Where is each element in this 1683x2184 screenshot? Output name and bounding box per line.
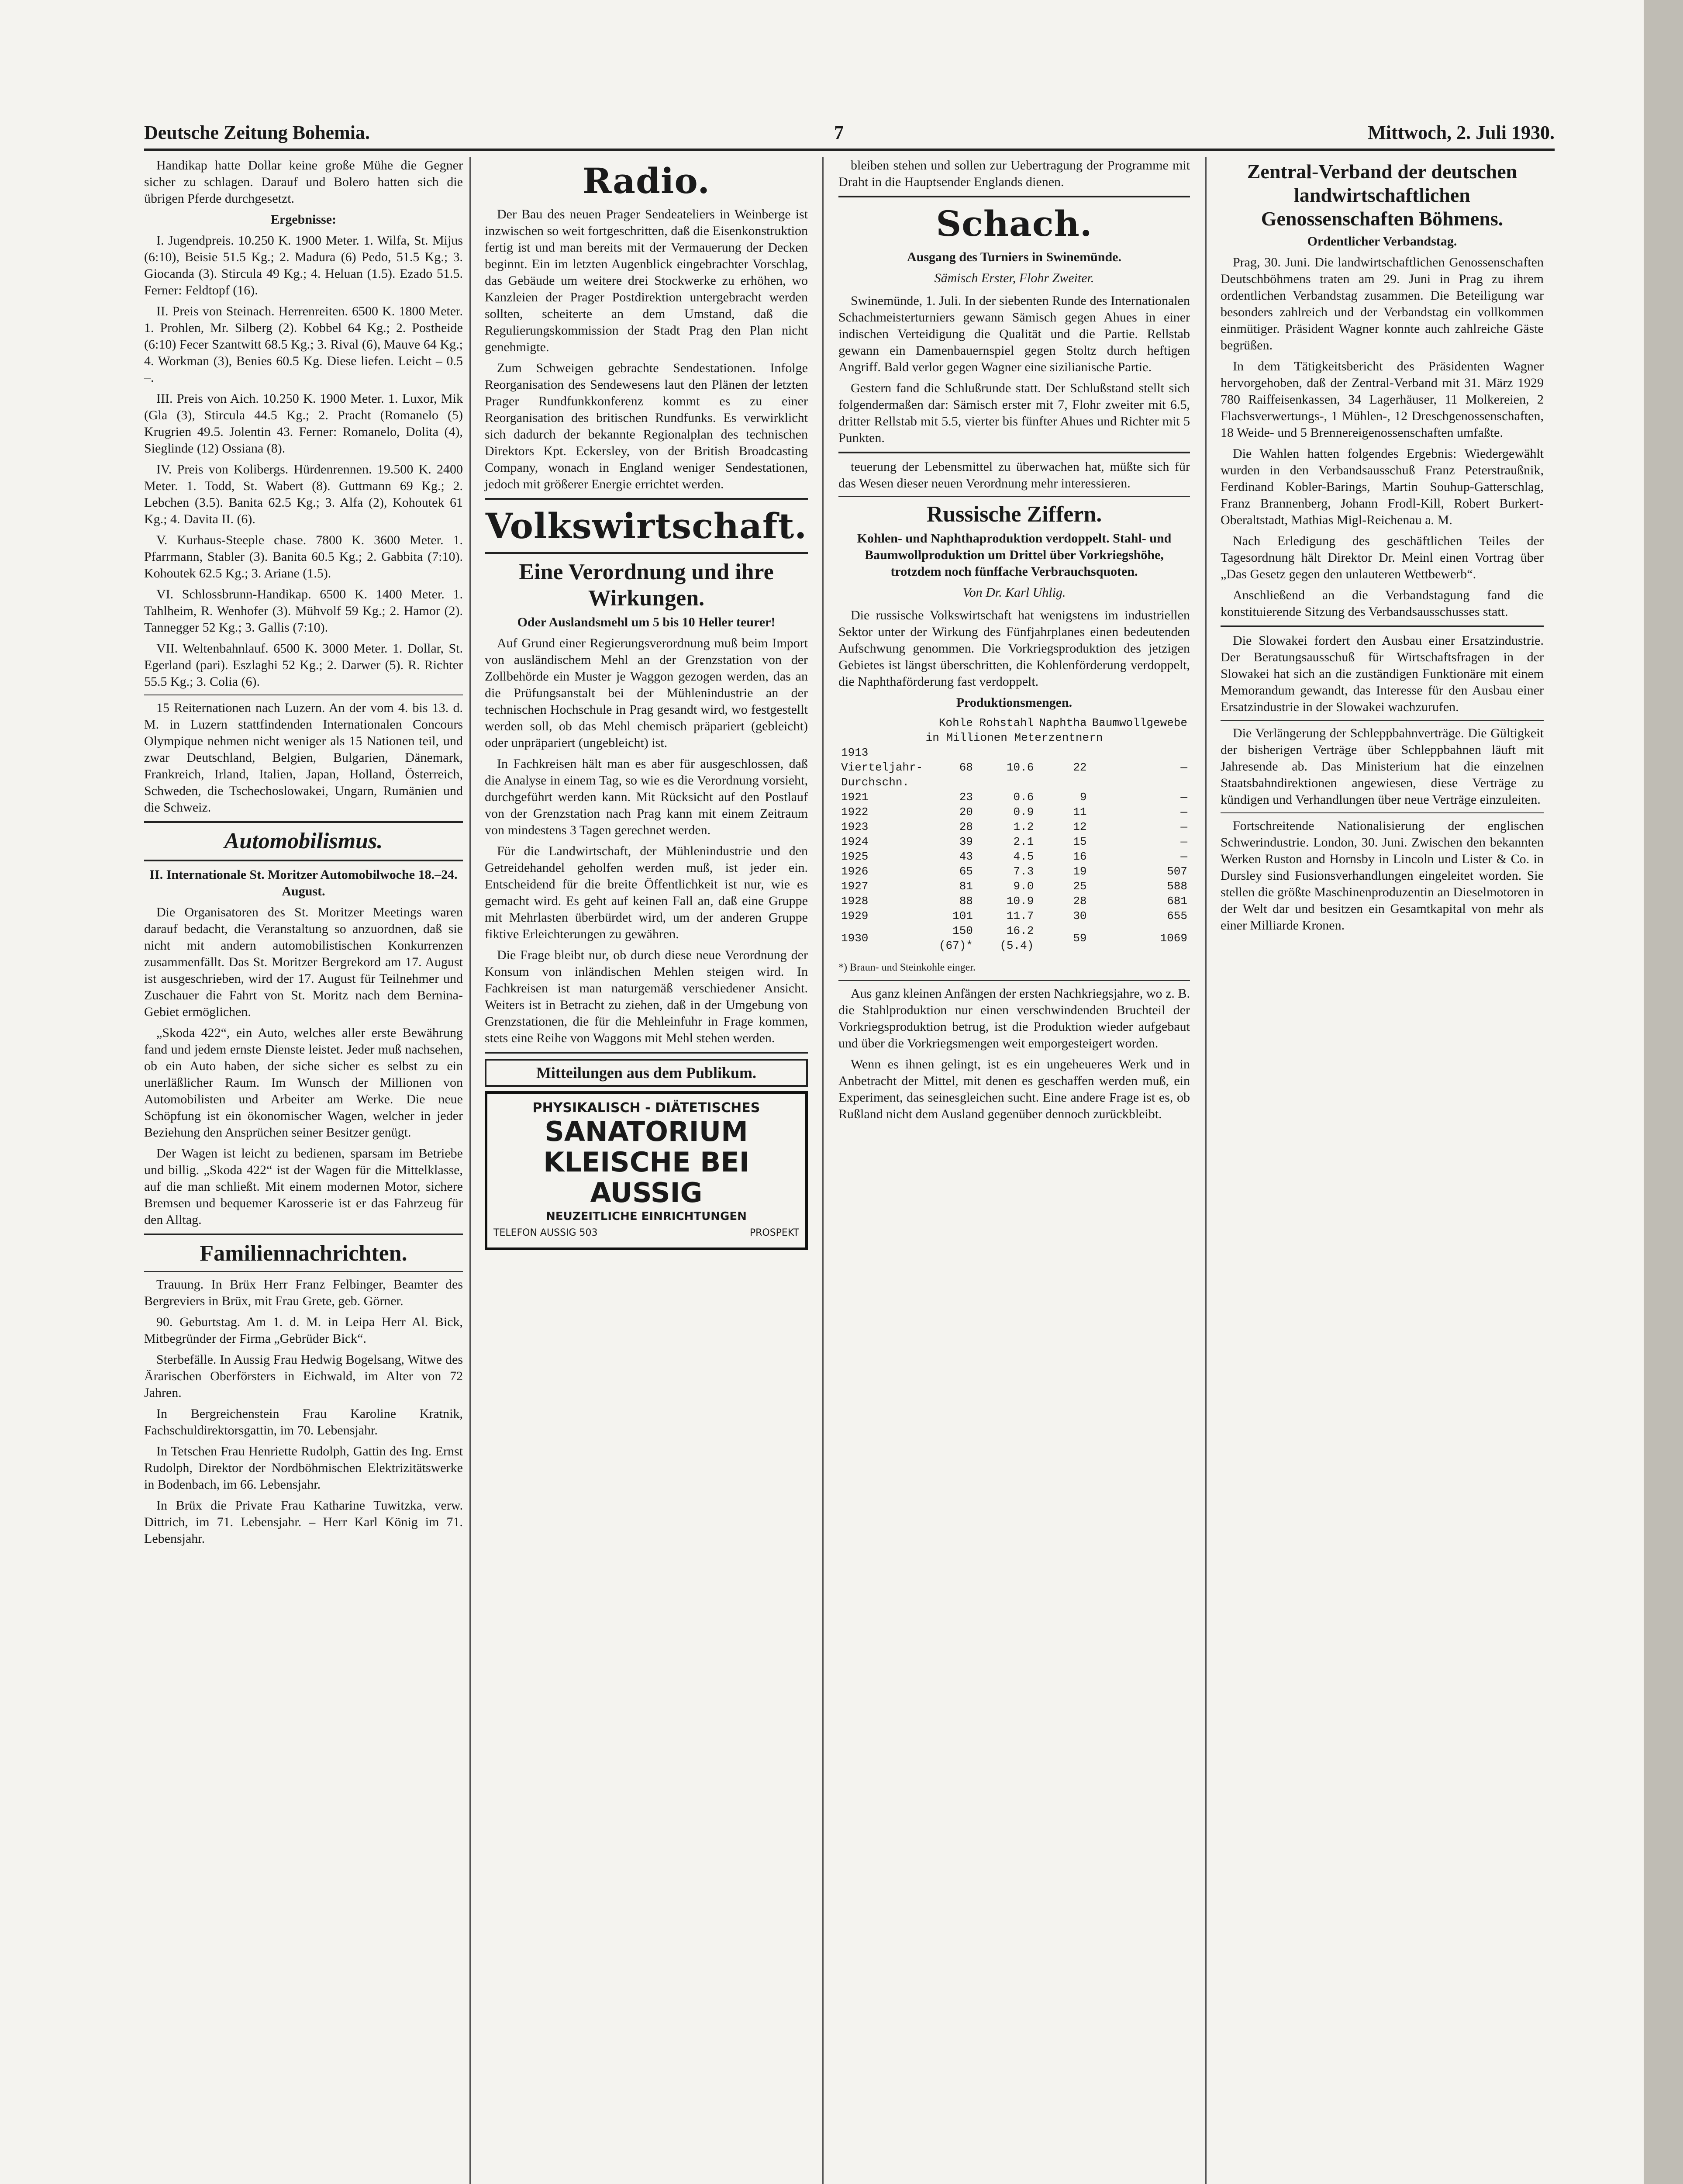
ad-location: KLEISCHE BEI AUSSIG — [543, 1146, 749, 1209]
table-cell: 1928 — [841, 895, 869, 908]
table-cell: 1925 — [841, 850, 869, 863]
article-paragraph: Wenn es ihnen gelingt, ist es ein ungeheueres Werk und in Anbetracht der Mittel, mit denen es geschaffen werden muß, ein Experiment, das seinesgleichen sucht. Eine andere Frage ist es, ob Rußland nicht dem Ausland gegenüber dennoch zurückbleibt. — [838, 1057, 1190, 1121]
table-cell: 81 — [959, 880, 973, 893]
article-paragraph: Die Frage bleibt nur, ob durch diese neue Verordnung der Konsum von inländischen Mehlen steigen wird. In Fachkreisen ist man naturgemäß verschiedener Ansicht. Weiters ist in Betracht zu ziehen, daß in der Umgebung von Grenzstationen, die für die Mehleinfuhr in Frage kommen, stets eine Reihe von Waggons mit Mehl stehen werden. — [485, 948, 808, 1045]
table-cell: — — [1180, 805, 1187, 819]
divider — [838, 496, 1190, 497]
table-cell: 4.5 — [1013, 850, 1034, 863]
race-result: V. Kurhaus-Steeple chase. 7800 K. 3600 Meter. 1. Pfarrmann, Stabler (3). Banita 60.5 Kg.; 2. Gabbita (7:10). Kohoutek 62.5 Kg.; 3. Ariane (1.5). — [144, 533, 463, 581]
table-row — [838, 745, 1190, 790]
article-paragraph: Swinemünde, 1. Juli. In der siebenten Runde des Internationalen Schachmeisterturniers gewann Sämisch gegen Ahues in einer indischen Verteidigung die Qualität und die Partie. Rellstab gewann ein Damenbauernspiel gegen Stoltz durch heftigen Angriff. Bald verlor gegen Wagner eine sizilianische Partie. — [838, 294, 1190, 374]
article-paragraph: Der Wagen ist leicht zu bedienen, sparsam im Betriebe und billig. „Skoda 422“ ist der Wagen für die Mittelklasse, auf die man schließt. Mit einem modernen Motor, sichere Bremsen und bequemer Karosserie ist er das Fahrzeug für den Alltag. — [144, 1146, 463, 1227]
results-heading: Ergebnisse: — [271, 212, 336, 227]
column-2 — [485, 157, 808, 1254]
table-cell: 1926 — [841, 865, 869, 878]
table-row — [838, 834, 1190, 849]
ad-line: PHYSIKALISCH - DIÄTETISCHES — [532, 1100, 760, 1116]
article-headline: Russische Ziffern. — [926, 502, 1102, 527]
table-cell: 1922 — [841, 805, 869, 819]
table-cell: 655 — [1167, 909, 1187, 923]
column-rule — [822, 157, 824, 2184]
ad-line: NEUZEITLICHE EINRICHTUNGEN — [546, 1210, 747, 1223]
table-cell: 1913 Vierteljahr-Durchschn. — [841, 746, 923, 789]
ad-phone: TELEFON AUSSIG 503 — [493, 1227, 598, 1238]
table-row — [838, 790, 1190, 805]
column-3 — [838, 157, 1190, 1127]
scan-edge — [1644, 0, 1683, 2184]
news-item: Die Verlängerung der Schleppbahnverträge. Die Gültigkeit der bisherigen Verträge über Schleppbahnen läuft mit Jahresende ab. Das Ministerium hat die einzelnen Staatsbahndirektionen angewiesen, diese Verträge zu kündigen und Verhandlungen über neue Verträge einzuleiten. — [1221, 726, 1544, 807]
table-header — [838, 715, 934, 730]
table-cell: 9 — [1079, 791, 1087, 804]
table-cell: 10.6 — [1006, 761, 1034, 774]
family-notice: In Brüx die Private Frau Katharine Tuwitzka, verw. Dittrich, im 71. Lebensjahr. – Herr Karl König im 71. Lebensjahr. — [144, 1498, 463, 1546]
race-result: II. Preis von Steinach. Herrenreiten. 6500 K. 1800 Meter. 1. Prohlen, Mr. Silberg (2). Kobbel 64 Kg.; 2. Postheide (6:10) Fecer Szantwitt 68.5 Kg.; 3. Rival (6), Mauve 64 Kg.; 4. Workman (3), Benies 60.5 Kg. Diese liefen. Leicht – 0.5 –. — [144, 304, 463, 385]
family-notice: Trauung. In Brüx Herr Franz Felbinger, Beamter des Bergreviers in Brüx, mit Frau Grete, geb. Görner. — [144, 1277, 463, 1308]
table-cell: 28 — [959, 820, 973, 833]
table-header: Naphtha — [1039, 716, 1087, 729]
page-number: 7 — [834, 122, 844, 143]
ad-prospectus: PROSPEKT — [749, 1227, 799, 1238]
divider — [1221, 812, 1544, 813]
table-cell: 25 — [1073, 880, 1087, 893]
family-notice: Sterbefälle. In Aussig Frau Hedwig Bogelsang, Witwe des Ärarischen Oberförsters in Eichwald, im Alter von 72 Jahren. — [144, 1352, 463, 1400]
section-title-familiennachrichten: Familiennachrichten. — [200, 1241, 407, 1266]
header-right: Mittwoch, 2. Juli 1930. — [1368, 122, 1555, 143]
table-cell: 15 — [1073, 835, 1087, 848]
divider — [838, 980, 1190, 981]
article-subtitle: II. Internationale St. Moritzer Automobilwoche 18.–24. August. — [149, 867, 458, 898]
table-cell: 1927 — [841, 880, 869, 893]
table-unit: in Millionen Meterzentnern — [925, 731, 1103, 744]
table-unit-row — [838, 730, 1190, 745]
article-paragraph: Für die Landwirtschaft, der Mühlenindustrie und den Getreidehandel geholfen werden muß, ist jeder ein. Entscheidend für die breite Öffentlichkeit ist nur, wie es gemacht wird. Es geht auf keinen Fall an, daß eine Gruppe mit Mehrlasten überbürdet wird, um der anderen Gruppe fiktive Erleichterungen zu gewähren. — [485, 844, 808, 941]
divider — [1221, 625, 1544, 627]
table-cell: — — [1180, 835, 1187, 848]
table-cell: — — [1180, 761, 1187, 774]
sanatorium-advertisement — [485, 1091, 808, 1250]
table-cell: 88 — [959, 895, 973, 908]
article-subtitle: Oder Auslandsmehl um 5 bis 10 Heller teurer! — [517, 615, 776, 629]
table-cell: 681 — [1167, 895, 1187, 908]
article-paragraph: Der Bau des neuen Prager Sendeateliers in Weinberge ist inzwischen so weit fortgeschritten, daß die Eisenkonstruktion fertig ist und man bereits mit der Vermauerung der Decken beginnt. Ein im letzten Augenblick eingebrachter Vorschlag, das Gebäude um weitere drei Stockwerke zu erhöhen, wo Kanzleien der Prager Postdirektion untergebracht werden sollten, scheiterte an dem Umstand, daß die Regulierungskommission der Stadt Prag den Plan nicht genehmigte. — [485, 207, 808, 354]
race-result: IV. Preis von Kolibergs. Hürdenrennen. 19.500 K. 2400 Meter. 1. Todd, St. Wabert (8). Guttmann 69 Kg.; 2. Lebchen (3.5). Banita 62.5 Kg.; 3. Alfa (2), Kohoutek 61 Kg.; 4. Davita II. (6). — [144, 462, 463, 526]
notice-heading: Mitteilungen aus dem Publikum. — [485, 1059, 808, 1087]
table-cell: 11 — [1073, 805, 1087, 819]
divider — [144, 1271, 463, 1272]
table-cell: 1923 — [841, 820, 869, 833]
table-row — [838, 909, 1190, 923]
news-item: 15 Reiternationen nach Luzern. An der vom 4. bis 13. d. M. in Luzern stattfindenden Internationalen Concours Olympique nehmen nicht weniger als 15 Nationen teil, und zwar Deutschland, Belgien, Bulgarien, Dänemark, Frankreich, Irland, Italien, Japan, Holland, Österreich, Schweden, die Tschechoslowakei, Ungarn, Rumänien und die Schweiz. — [144, 701, 463, 815]
column-rule — [1205, 157, 1207, 2184]
article-paragraph: In dem Tätigkeitsbericht des Präsidenten Wagner hervorgehoben, daß der Zentral-Verband mit 31. März 1929 780 Raiffeisenkassen, 34 Lagerhäuser, 11 Molkereien, 2 Flachsverwertungs-, 1 Mühlen-, 12 Dreschgenossenschaften, 18 Weide- und 5 Brennereigenossenschaften umfaßte. — [1221, 359, 1544, 440]
divider — [144, 860, 463, 861]
divider — [485, 498, 808, 500]
table-cell: 0.9 — [1013, 805, 1034, 819]
table-cell: 2.1 — [1013, 835, 1034, 848]
ad-title: SANATORIUM — [545, 1116, 748, 1147]
table-row — [838, 819, 1190, 834]
table-cell: 43 — [959, 850, 973, 863]
article-subtitle: Kohlen- und Naphthaproduktion verdoppelt. Stahl- und Baumwollproduktion um Drittel über Vorkriegshöhe, trotzdem noch fünffache Verbrauchsquoten. — [857, 531, 1172, 579]
article-paragraph: Gestern fand die Schlußrunde statt. Der Schlußstand stellt sich folgendermaßen dar: Sämisch erster mit 7, Flohr zweiter mit 6.5, dritter Rellstab mit 5.5, vierter bis fünfter Ahues und Richter mit 5 Punkten. — [838, 381, 1190, 445]
article-headline: Zentral-Verband der deutschen landwirtschaftlichen Genossenschaften Böhmens. — [1247, 160, 1517, 230]
family-notice: In Tetschen Frau Henriette Rudolph, Gattin des Ing. Ernst Rudolph, Direktor der Nordböhmischen Elektrizitätswerke in Bodenbach, im 66. Lebensjahr. — [144, 1444, 463, 1492]
column-4 — [1221, 157, 1544, 938]
table-cell: 28 — [1073, 895, 1087, 908]
table-row — [838, 805, 1190, 819]
lead-paragraph: Handikap hatte Dollar keine große Mühe die Gegner sicher zu schlagen. Darauf und Bolero hatten sich die übrigen Pferde durchgesetzt. — [144, 158, 463, 206]
table-row — [838, 894, 1190, 909]
table-header: Kohle — [938, 716, 973, 729]
race-result: III. Preis von Aich. 10.250 K. 1900 Meter. 1. Luxor, Mik (Gla (3), Stircula 44.5 Kg.; 2. Pracht (Romanelo (5) Krugrien 49.5. Jolentin 43. Ferner: Romanelo, Dolita (4), Sieglinde (12) Ossiana (8). — [144, 391, 463, 456]
table-cell: 507 — [1167, 865, 1187, 878]
table-cell: 12 — [1073, 820, 1087, 833]
table-cell: 23 — [959, 791, 973, 804]
family-notice: 90. Geburtstag. Am 1. d. M. in Leipa Herr Al. Bick, Mitbegründer der Firma „Gebrüder Bick“. — [144, 1315, 463, 1346]
table-cell: 1924 — [841, 835, 869, 848]
table-cell: 1921 — [841, 791, 869, 804]
table-cell: 588 — [1167, 880, 1187, 893]
section-title-radio: Radio. — [582, 160, 710, 201]
news-item: Fortschreitende Nationalisierung der englischen Schwerindustrie. London, 30. Juni. Zwischen den bekannten Werken Ruston and Hornsby in Lincoln und Lister & Co. in Dursley sind Fusionsverhandlungen eingeleitet worden. Sie stellen die größte Maschinenproduzentin an Dieselmotoren in der Welt dar und besitzen ein Gesamtkapital von mehr als einer Milliarde Kronen. — [1221, 819, 1544, 933]
ad-footer — [493, 1225, 799, 1241]
article-byline: Sämisch Erster, Flohr Zweiter. — [934, 271, 1094, 285]
table-cell: 16 — [1073, 850, 1087, 863]
race-result: I. Jugendpreis. 10.250 K. 1900 Meter. 1. Wilfa, St. Mijus (6:10), Beisie 51.5 Kg.; 2. Madura (6) Pedo, 51.5 Kg.; 3. Giocanda (3). Stircula 49 Kg.; 4. Heluan (1.5). Ezado 51.5. Ferner: Feldtopf (16). — [144, 233, 463, 297]
family-notice: In Bergreichenstein Frau Karoline Kratnik, Fachschuldirektorsgattin, im 70. Lebensjahr. — [144, 1406, 463, 1438]
divider — [485, 1052, 808, 1054]
table-cell: 9.0 — [1013, 880, 1034, 893]
article-paragraph: Auf Grund einer Regierungsverordnung muß beim Import von ausländischem Mehl an der Grenzstation von der Zollbehörde ein Muster je Waggon gezogen werden, das an die Prüfungsanstalt bei der Mühlenindustrie an der technischen Hochschule in Prag gesandt wird, wo festgestellt werden soll, ob das Mehl chemisch präpariert (gebleicht) oder unpräpariert (ungebleicht) ist. — [485, 636, 808, 750]
article-paragraph: Die russische Volkswirtschaft hat wenigstens im industriellen Sektor unter der Wirkung des Fünfjahrplanes einen bedeutenden Aufschwung genommen. Die Vorkriegsproduktion des jetzigen Gebietes ist längst überschritten, die Kohlenförderung verdoppelt, die Naphthaförderung fast verdoppelt. — [838, 608, 1190, 689]
divider — [144, 821, 463, 823]
section-title-schach: Schach. — [936, 203, 1093, 244]
section-title-automobilismus: Automobilismus. — [224, 829, 383, 854]
article-paragraph: teuerung der Lebensmittel zu überwachen hat, müßte sich für das Wesen dieser neuen Verordnung mehr interessieren. — [838, 460, 1190, 491]
race-result: VII. Weltenbahnlauf. 6500 K. 3000 Meter. 1. Dollar, St. Egerland (pari). Eszlaghi 52 Kg.; 2. Darwer (5). R. Richter 55.5 Kg.; 3. Colia (6). — [144, 641, 463, 689]
table-cell: 1.2 — [1013, 820, 1034, 833]
table-cell: 16.2 (5.4) — [1000, 924, 1034, 952]
table-cell: 1929 — [841, 909, 869, 923]
divider — [485, 552, 808, 554]
table-cell: 20 — [959, 805, 973, 819]
article-paragraph: Anschließend an die Verbandstagung fand die konstituierende Sitzung des Verbandsausschusses statt. — [1221, 588, 1544, 619]
table-header: Baumwollgewebe — [1092, 716, 1187, 729]
table-footnote: *) Braun- und Steinkohle einger. — [838, 962, 976, 973]
header-left: Deutsche Zeitung Bohemia. — [144, 122, 370, 143]
table-cell: 19 — [1073, 865, 1087, 878]
column-rule — [469, 157, 471, 2184]
news-item: Die Slowakei fordert den Ausbau einer Ersatzindustrie. Der Beratungsausschuß für Wirtschaftsfragen in der Slowakei hat sich an die zuständigen Funktionäre mit einem Memorandum gewandt, das Interesse für den Ausbau einer Ersatzindustrie in der Slowakei wachzurufen. — [1221, 633, 1544, 714]
table-cell: 7.3 — [1013, 865, 1034, 878]
table-cell: 68 — [959, 761, 973, 774]
table-cell: — — [1180, 791, 1187, 804]
table-row — [838, 864, 1190, 879]
column-1 — [144, 157, 463, 1552]
table-cell: — — [1180, 820, 1187, 833]
lead-paragraph: bleiben stehen und sollen zur Uebertragung der Programme mit Draht in die Hauptsender Englands dienen. — [838, 158, 1190, 189]
article-paragraph: Zum Schweigen gebrachte Sendestationen. Infolge Reorganisation des Sendewesens laut den Plänen der letzten Prager Rundfunkkonferenz kommt es zu einer Reorganisation des britischen Rundfunks. Es verwirklicht sich dadurch der bekannte Regionalplan des technischen Direktors Kpt. Eckersley, von der British Broadcasting Company, wonach in England weniger Sendestationen, jedoch mit größerer Energie errichtet werden. — [485, 361, 808, 491]
table-cell: — — [1180, 850, 1187, 863]
table-row — [838, 849, 1190, 864]
divider — [838, 196, 1190, 197]
table-cell: 39 — [959, 835, 973, 848]
table-cell: 1069 — [1160, 932, 1187, 945]
table-cell: 11.7 — [1006, 909, 1034, 923]
table-cell: 30 — [1073, 909, 1087, 923]
article-paragraph: Aus ganz kleinen Anfängen der ersten Nachkriegsjahre, wo z. B. die Stahlproduktion nur einen verschwindenden Bruchteil der Vorkriegsproduktion betrug, ist die Produktion wieder aufgebaut und über die Vorkriegsmengen weit emporgesteigert worden. — [838, 986, 1190, 1051]
table-header-row — [838, 715, 1190, 730]
table-header: Rohstahl — [979, 716, 1034, 729]
table-cell: 150 (67)* — [938, 924, 973, 952]
article-paragraph: In Fachkreisen hält man es aber für ausgeschlossen, daß die Analyse in einem Tag, so wie es die Verordnung vorsieht, durchgeführt werden kann. Mit Rücksicht auf den Postlauf von der Grenzstation nach Prag kann mit einem Zeitraum von mindestens 3 Tagen gerechnet werden. — [485, 757, 808, 837]
article-paragraph: Nach Erledigung des geschäftlichen Teiles der Tagesordnung hält Direktor Dr. Meinl einen Vortrag über „Das Gesetz gegen den unlauteren Wettbewerb“. — [1221, 534, 1544, 581]
divider — [838, 452, 1190, 453]
table-row — [838, 879, 1190, 894]
table-cell: 101 — [952, 909, 973, 923]
table-cell: 10.9 — [1006, 895, 1034, 908]
running-header — [144, 118, 1555, 151]
article-byline: Von Dr. Karl Uhlig. — [962, 585, 1066, 600]
table-cell: 0.6 — [1013, 791, 1034, 804]
table-cell: 1930 — [841, 932, 869, 945]
article-subtitle: Ordentlicher Verbandstag. — [1307, 234, 1457, 249]
article-subtitle: Ausgang des Turniers in Swinemünde. — [907, 250, 1121, 264]
race-result: VI. Schlossbrunn-Handikap. 6500 K. 1400 Meter. 1. Tahlheim, R. Wenhofer (3). Mühvolf 59 Kg.; 2. Hamor (2). Tannegger 52 Kg.; 3. Gallis (7:10). — [144, 587, 463, 635]
table-body — [838, 745, 1190, 953]
article-paragraph: Die Organisatoren des St. Moritzer Meetings waren darauf bedacht, die Veranstaltung so anzuordnen, daß sie nicht mit andern automobilistischen Konkurrenzen zusammenfällt. Das St. Moritzer Bergrekord am 17. August ist ausgeschrieben, wird der 17. August für Teilnehmer und Zuschauer die Fahrt von St. Moritz nach dem Bernina-Gebiet ermöglichen. — [144, 905, 463, 1019]
table-row — [838, 923, 1190, 953]
article-paragraph: „Skoda 422“, ein Auto, welches aller erste Bewährung fand und jedem ernste Dienste leistet. Jeder muß nachsehen, ob ein Auto haben, der siche sicher es selbst zu ein unerläßlicher Raum. Im Wunsch der Millionen von Automobilisten und Arbeiter am Werke. Die neue Schöpfung ist ein ökonomischer Wagen, welcher in jeder Beziehung den Ansprüchen seiner Besitzer genügt. — [144, 1026, 463, 1140]
divider — [144, 1234, 463, 1235]
section-title-volkswirtschaft: Volkswirtschaft. — [485, 505, 807, 546]
table-cell: 65 — [959, 865, 973, 878]
divider — [1221, 720, 1544, 721]
table-cell: 22 — [1073, 761, 1087, 774]
article-paragraph: Prag, 30. Juni. Die landwirtschaftlichen Genossenschaften Deutschböhmens traten am 29. Juni in Prag zu ihrem ordentlichen Verbandstag zusammen. Die Beteiligung war besonders zahlreich und der Verbandstag ein vollkommen einmütiger. Präsident Wagner konnte auch zahlreiche Gäste begrüßen. — [1221, 255, 1544, 352]
table-title: Produktionsmengen. — [956, 695, 1073, 710]
production-table — [838, 715, 1190, 953]
article-paragraph: Die Wahlen hatten folgendes Ergebnis: Wiedergewählt wurden in den Verbandsausschuß Franz Peterstraußnik, Ferdinand Kobler-Barings, Martin Souhup-Gatterschlag, Franz Brannenberg, Johann Frodl-Kill, Robert Burkert-Oberaltstadt, Mathias Migl-Reichenau a. M. — [1221, 446, 1544, 527]
article-headline: Eine Verordnung und ihre Wirkungen. — [519, 560, 774, 611]
table-cell: 59 — [1073, 932, 1087, 945]
